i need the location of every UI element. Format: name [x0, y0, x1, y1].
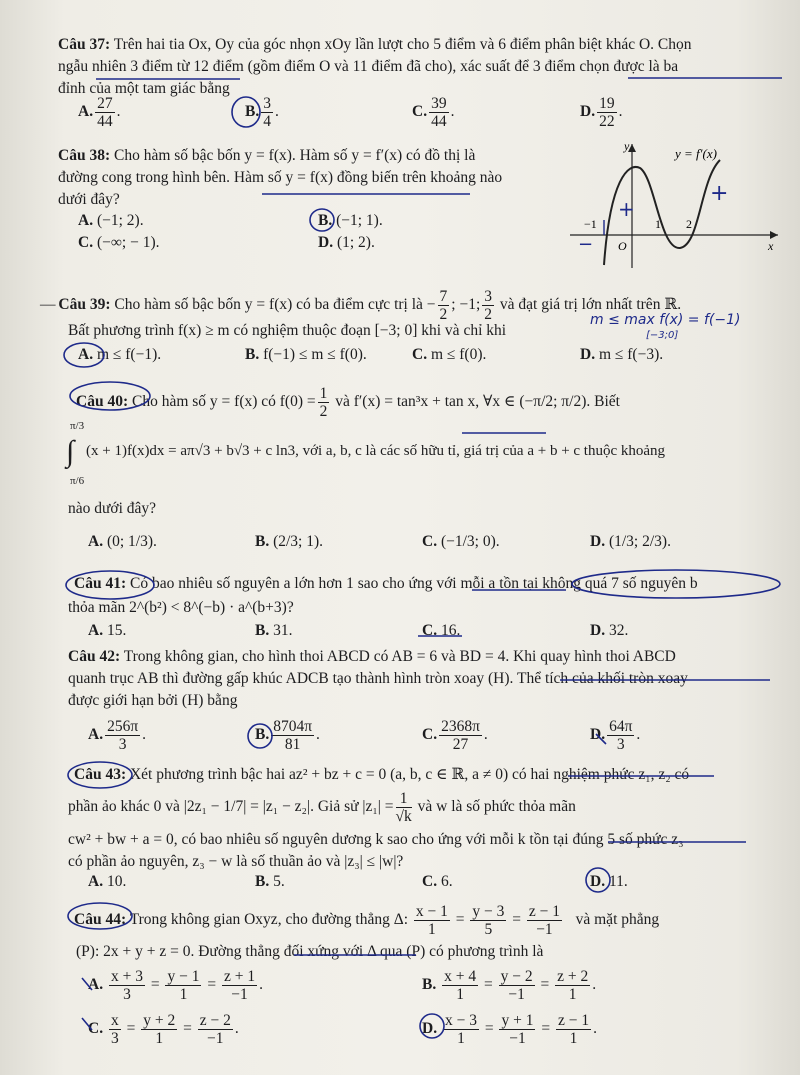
fraction: $\frac{1}{√k}$ [395, 790, 412, 825]
fraction: $\frac{3}{2}$ [484, 288, 492, 323]
option-a: A. 15. [88, 622, 127, 639]
question-40: Câu 40: Cho hàm số y = f(x) có f(0) = $\frac{1}{2}$ và f′(x) = tan³x + tan x, ∀x ∈ (−π/2; π/2). Biết [76, 385, 620, 420]
question-text: Cho hàm số bậc bốn y = f(x). Hàm số y = f′(x) có đồ thị là [113, 147, 476, 164]
tick-label: 2 [686, 217, 692, 231]
question-text: thỏa mãn 2^(b²) < 8^(−b) · a^(b+3)? [68, 599, 294, 616]
option-b: B. $\frac{8704\pi}{81}$ . [255, 718, 320, 753]
fraction: $\frac{x - 1}{1}$ [415, 903, 448, 938]
option-b: B. $\frac{x + 4}{1}$ = $\frac{y - 2}{-1}$ = $\frac{z + 2}{1}$ . [422, 968, 597, 1003]
option-c: C. $\frac{39}{44}$ . [412, 95, 455, 130]
option-b: B. (2/3; 1). [255, 533, 324, 550]
option-c: C. m ≤ f(0). [412, 346, 487, 363]
option-d: D. $\frac{x - 3}{1}$ = $\frac{y + 1}{-1}$ = $\frac{z - 1}{1}$ . [422, 1012, 597, 1047]
fraction: $\frac{19}{22}$ [599, 95, 615, 130]
fraction: $\frac{2368\pi}{27}$ [441, 718, 480, 753]
graph-title: y = f′(x) [675, 146, 717, 161]
fraction: $\frac{8704\pi}{81}$ [273, 718, 313, 753]
integral-sign: ∫ [66, 435, 75, 468]
handwritten-note: m ≤ max f(x) = f(−1) [590, 312, 741, 328]
question-39: — Câu 39: Cho hàm số bậc bốn y = f(x) có ba điểm cực trị là − $\frac{7}{2}$ ; −1; $\frac{3}{2}$ và đạt giá trị lớn nhất trên ℝ. [40, 288, 682, 323]
option-b: B. 31. [255, 622, 293, 639]
option-d: D. (1/3; 2/3). [590, 533, 671, 550]
fraction: $\frac{256\pi}{3}$ [107, 718, 139, 753]
option-d: D. m ≤ f(−3). [580, 346, 664, 363]
option-a: A. (−1; 2). [78, 212, 144, 229]
question-text: đường cong trong hình bên. Hàm số y = f(x) đồng biến trên khoảng nào [58, 169, 503, 186]
question-42: Câu 42: Trong không gian, cho hình thoi ABCD có AB = 6 và BD = 4. Khi quay hình thoi ABCD quanh trục AB thì đường gấp khúc ADCB tạo thành hình tròn xoay (H). Thể tích của khối tròn xoay được giới hạn bởi (H) bằng [68, 648, 688, 709]
fraction: $\frac{3}{4}$ [263, 95, 271, 130]
fraction: $\frac{z - 1}{-1}$ [528, 903, 560, 938]
option-c: C. 6. [422, 873, 453, 890]
fraction: $\frac{1}{2}$ [319, 385, 328, 420]
question-circle [68, 903, 132, 929]
option-c: C. (−∞; − 1). [78, 234, 160, 251]
option-a: A. $\frac{256\pi}{3}$ . [88, 718, 147, 753]
question-label: Câu 41: [74, 575, 127, 592]
option-d: D. 11. [590, 873, 628, 890]
handwritten-mark: + [618, 197, 635, 221]
option-b: B. $\frac{3}{4}$ . [245, 95, 279, 130]
fraction: $\frac{z - 1}{1}$ [557, 1012, 590, 1047]
option-d: D. 32. [590, 622, 629, 639]
integral-lower-bound: π/6 [70, 475, 85, 487]
option-c: C. (−1/3; 0). [422, 533, 500, 550]
phrase-circle [572, 570, 780, 598]
question-label: Câu 38: [58, 147, 111, 164]
answer-circle [310, 209, 334, 231]
origin-label: O [618, 239, 627, 253]
option-b: B. (−1; 1). [318, 212, 383, 229]
option-c: C. $\frac{x}{3}$ = $\frac{y + 2}{1}$ = $\frac{z - 2}{-1}$ . [88, 1012, 239, 1047]
fraction: $\frac{y - 1}{1}$ [167, 968, 200, 1003]
fraction: $\frac{z + 1}{-1}$ [223, 968, 256, 1003]
question-text: có phần ảo nguyên, z₃ − w là số thuần ảo và |z₃| ≤ |w|? [68, 853, 404, 870]
fraction: $\frac{x + 3}{3}$ [110, 968, 143, 1003]
question-label: Câu 40: [76, 393, 129, 411]
question-label: Câu 37: [58, 36, 111, 53]
question-label: Câu 39: [58, 296, 111, 314]
handwritten-note: [−3;0] [646, 330, 679, 341]
question-circle [70, 382, 150, 410]
fraction: $\frac{y - 3}{5}$ [472, 903, 505, 938]
fraction: $\frac{27}{44}$ [97, 95, 113, 130]
question-label: Câu 44: [74, 911, 127, 929]
question-circle [68, 762, 132, 788]
tick-label: 1 [655, 217, 661, 231]
fraction: $\frac{x - 3}{1}$ [444, 1012, 477, 1047]
question-text: Bất phương trình f(x) ≥ m có nghiệm thuộc đoạn [−3; 0] khi và chỉ khi [68, 322, 507, 339]
handwritten-mark: − [578, 234, 594, 255]
fraction: $\frac{39}{44}$ [431, 95, 447, 130]
fraction: $\frac{y - 2}{-1}$ [500, 968, 533, 1003]
option-d: D. (1; 2). [318, 234, 375, 251]
option-c: C. 16. [422, 622, 461, 639]
question-text: phần ảo khác 0 và |2z₁ − 1/7| = |z₁ − z₂|. Giả sử |z₁| = $\frac{1}{√k}$ và w là số phức thỏa mãn [68, 790, 576, 825]
question-text: cw² + bw + a = 0, có bao nhiêu số nguyên dương k sao cho ứng với mỗi k tồn tại đúng 5 số phức z₃ [68, 831, 684, 848]
option-a: A. (0; 1/3). [88, 533, 157, 550]
question-text: nào dưới đây? [68, 500, 157, 517]
option-a: A. $\frac{x + 3}{3}$ = $\frac{y - 1}{1}$ = $\frac{z + 1}{-1}$ . [88, 968, 263, 1003]
fraction: $\frac{y + 1}{-1}$ [501, 1012, 534, 1047]
question-text: (x + 1)f(x)dx = aπ√3 + b√3 + c ln3, với a, b, c là các số hữu tỉ, giá trị của a + b + c thuộc khoảng [86, 443, 666, 459]
answer-circle [586, 868, 610, 892]
strike-mark [82, 734, 606, 1030]
fraction: $\frac{y + 2}{1}$ [143, 1012, 176, 1047]
y-axis-label: y [624, 140, 630, 153]
fraction: $\frac{7}{2}$ [439, 288, 448, 323]
answer-circle [64, 343, 104, 367]
question-text: đỉnh của một tam giác bằng [58, 80, 230, 97]
fraction: $\frac{z + 2}{1}$ [557, 968, 589, 1003]
question-44: Câu 44: Trong không gian Oxyz, cho đường thẳng Δ: $\frac{x - 1}{1}$ = $\frac{y - 3}{5}$ = $\frac{z - 1}{-1}$ và mặt phẳng [74, 903, 660, 938]
fraction: $\frac{x}{3}$ [110, 1012, 119, 1047]
question-41: Câu 41: Có bao nhiêu số nguyên a lớn hơn 1 sao cho ứng với mỗi a tồn tại không quá 7 số nguyên b [74, 575, 698, 592]
handwritten-mark: + [710, 181, 729, 206]
option-a: A. $\frac{27}{44}$ . [78, 95, 121, 130]
answer-circle [232, 97, 260, 127]
fraction: $\frac{x + 4}{1}$ [444, 968, 477, 1003]
option-d: D. $\frac{64\pi}{3}$ . [590, 718, 641, 753]
question-text: Trên hai tia Ox, Oy của góc nhọn xOy lần lượt cho 5 điểm và 6 điểm phân biệt khác O. Chọn [113, 36, 692, 53]
option-b: B. 5. [255, 873, 285, 890]
x-axis-label: x [768, 239, 774, 253]
question-circle [66, 571, 154, 599]
fraction: $\frac{z - 2}{-1}$ [199, 1012, 231, 1047]
question-text: dưới đây? [58, 191, 120, 208]
tick-label: −1 [584, 217, 597, 231]
option-c: C. $\frac{2368\pi}{27}$ . [422, 718, 488, 753]
question-43: Câu 43: Xét phương trình bậc hai az² + bz + c = 0 (a, b, c ∈ ℝ, a ≠ 0) có hai nghiệm phức z₁, z₂ có [74, 766, 690, 783]
question-text: (P): 2x + y + z = 0. Đường thẳng đối xứng với Δ qua (P) có phương trình là [76, 943, 544, 960]
question-text: ngẫu nhiên 3 điểm từ 12 điểm (gồm điểm O và 11 điểm đã cho), xác suất để 3 điểm chọn được là ba [58, 58, 679, 75]
option-a: A. m ≤ f(−1). [78, 346, 162, 363]
option-a: A. 10. [88, 873, 127, 890]
option-d: D. $\frac{19}{22}$ . [580, 95, 623, 130]
question-label: Câu 42: [68, 648, 121, 665]
option-b: B. f(−1) ≤ m ≤ f(0). [245, 346, 367, 363]
integral-upper-bound: π/3 [70, 420, 85, 432]
answer-circle [248, 724, 272, 748]
fraction: $\frac{64\pi}{3}$ [609, 718, 633, 753]
answer-circle [420, 1014, 444, 1038]
question-label: Câu 43: [74, 766, 127, 783]
